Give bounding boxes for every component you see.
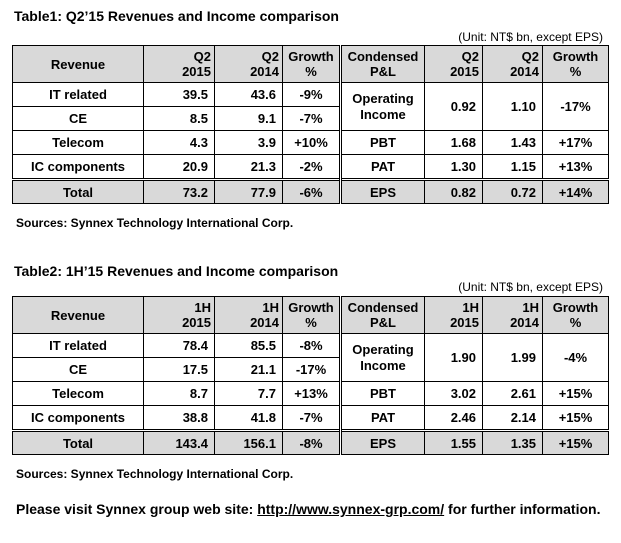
revenue-value-2: 21.3 (215, 155, 283, 180)
revenue-name: CE (13, 107, 144, 131)
table1 (12, 45, 609, 204)
pl-growth: -17% (543, 83, 609, 131)
eps-growth: +14% (543, 180, 609, 204)
revenue-value-1: 8.7 (144, 382, 215, 406)
revenue-value-2: 9.1 (215, 107, 283, 131)
eps-label: EPS (341, 431, 425, 455)
revenue-growth: -17% (283, 358, 341, 382)
total-label: Total (13, 431, 144, 455)
header-col1: Q2 2015 (144, 46, 215, 83)
pl-growth: -4% (543, 334, 609, 382)
revenue-name: IC components (13, 406, 144, 431)
revenue-value-2: 41.8 (215, 406, 283, 431)
pl-value-2: 1.43 (483, 131, 543, 155)
table-row (13, 334, 609, 358)
pl-growth: +15% (543, 406, 609, 431)
pl-value-2: 2.61 (483, 382, 543, 406)
pl-growth: +17% (543, 131, 609, 155)
header-col2: Q2 2014 (215, 46, 283, 83)
header-pl-col2: 1H 2014 (483, 297, 543, 334)
table1-source: Sources: Synnex Technology International Corp. (16, 216, 294, 230)
visit-text-after: for further information. (444, 501, 601, 517)
table-row (13, 131, 609, 155)
revenue-growth: -2% (283, 155, 341, 180)
total-value-2: 156.1 (215, 431, 283, 455)
revenue-value-1: 38.8 (144, 406, 215, 431)
table2 (12, 296, 609, 455)
header-pl-col1: 1H 2015 (425, 297, 483, 334)
pl-name: PAT (341, 406, 425, 431)
revenue-value-1: 4.3 (144, 131, 215, 155)
revenue-value-2: 21.1 (215, 358, 283, 382)
header-pl-growth: Growth % (543, 297, 609, 334)
revenue-growth: +10% (283, 131, 341, 155)
header-pl-growth: Growth % (543, 46, 609, 83)
pl-value-1: 3.02 (425, 382, 483, 406)
pl-value-2: 1.15 (483, 155, 543, 180)
revenue-value-2: 3.9 (215, 131, 283, 155)
pl-name: PBT (341, 382, 425, 406)
table2-source: Sources: Synnex Technology International Corp. (16, 467, 294, 481)
pl-name: PAT (341, 155, 425, 180)
revenue-value-2: 7.7 (215, 382, 283, 406)
header-col2: 1H 2014 (215, 297, 283, 334)
revenue-name: IC components (13, 155, 144, 180)
table1-header-row (13, 46, 609, 83)
pl-value-1: 0.92 (425, 83, 483, 131)
pl-value-2: 1.99 (483, 334, 543, 382)
visit-text-before: Please visit Synnex group web site: (16, 501, 258, 517)
table2-title: Table2: 1H’15 Revenues and Income comparison (14, 263, 339, 279)
total-value-1: 73.2 (144, 180, 215, 204)
table1-unit-note: (Unit: NT$ bn, except EPS) (458, 30, 603, 44)
revenue-value-1: 17.5 (144, 358, 215, 382)
eps-value-1: 0.82 (425, 180, 483, 204)
pl-value-1: 1.30 (425, 155, 483, 180)
revenue-value-1: 8.5 (144, 107, 215, 131)
total-value-1: 143.4 (144, 431, 215, 455)
pl-name: PBT (341, 131, 425, 155)
pl-growth: +15% (543, 382, 609, 406)
eps-growth: +15% (543, 431, 609, 455)
revenue-name: CE (13, 358, 144, 382)
pl-name: Operating Income (341, 83, 425, 131)
header-col1: 1H 2015 (144, 297, 215, 334)
table-row (13, 382, 609, 406)
total-value-2: 77.9 (215, 180, 283, 204)
eps-value-2: 0.72 (483, 180, 543, 204)
header-condensed-pl: Condensed P&L (341, 297, 425, 334)
revenue-value-1: 78.4 (144, 334, 215, 358)
header-revenue: Revenue (13, 46, 144, 83)
header-condensed-pl: Condensed P&L (341, 46, 425, 83)
total-growth: -8% (283, 431, 341, 455)
pl-name: Operating Income (341, 334, 425, 382)
revenue-name: IT related (13, 83, 144, 107)
revenue-value-1: 39.5 (144, 83, 215, 107)
table2-unit-note: (Unit: NT$ bn, except EPS) (458, 280, 603, 294)
revenue-growth: +13% (283, 382, 341, 406)
header-pl-col1: Q2 2015 (425, 46, 483, 83)
pl-value-2: 2.14 (483, 406, 543, 431)
revenue-growth: -7% (283, 107, 341, 131)
table-row (13, 83, 609, 107)
total-growth: -6% (283, 180, 341, 204)
revenue-name: Telecom (13, 131, 144, 155)
revenue-value-2: 85.5 (215, 334, 283, 358)
table-row (13, 406, 609, 431)
table2-header-row (13, 297, 609, 334)
header-growth: Growth % (283, 297, 341, 334)
revenue-name: IT related (13, 334, 144, 358)
visit-website-note (16, 500, 602, 519)
header-growth: Growth % (283, 46, 341, 83)
pl-value-1: 1.90 (425, 334, 483, 382)
pl-value-1: 2.46 (425, 406, 483, 431)
table1-title: Table1: Q2’15 Revenues and Income comparison (14, 8, 339, 24)
header-pl-col2: Q2 2014 (483, 46, 543, 83)
revenue-value-1: 20.9 (144, 155, 215, 180)
synnex-website-link[interactable]: http://www.synnex-grp.com/ (257, 501, 445, 517)
pl-value-2: 1.10 (483, 83, 543, 131)
revenue-name: Telecom (13, 382, 144, 406)
revenue-value-2: 43.6 (215, 83, 283, 107)
table1-total-row (13, 180, 609, 204)
header-revenue: Revenue (13, 297, 144, 334)
total-label: Total (13, 180, 144, 204)
revenue-growth: -8% (283, 334, 341, 358)
table-row (13, 155, 609, 180)
revenue-growth: -9% (283, 83, 341, 107)
table2-total-row (13, 431, 609, 455)
pl-value-1: 1.68 (425, 131, 483, 155)
eps-value-1: 1.55 (425, 431, 483, 455)
revenue-growth: -7% (283, 406, 341, 431)
eps-value-2: 1.35 (483, 431, 543, 455)
eps-label: EPS (341, 180, 425, 204)
pl-growth: +13% (543, 155, 609, 180)
